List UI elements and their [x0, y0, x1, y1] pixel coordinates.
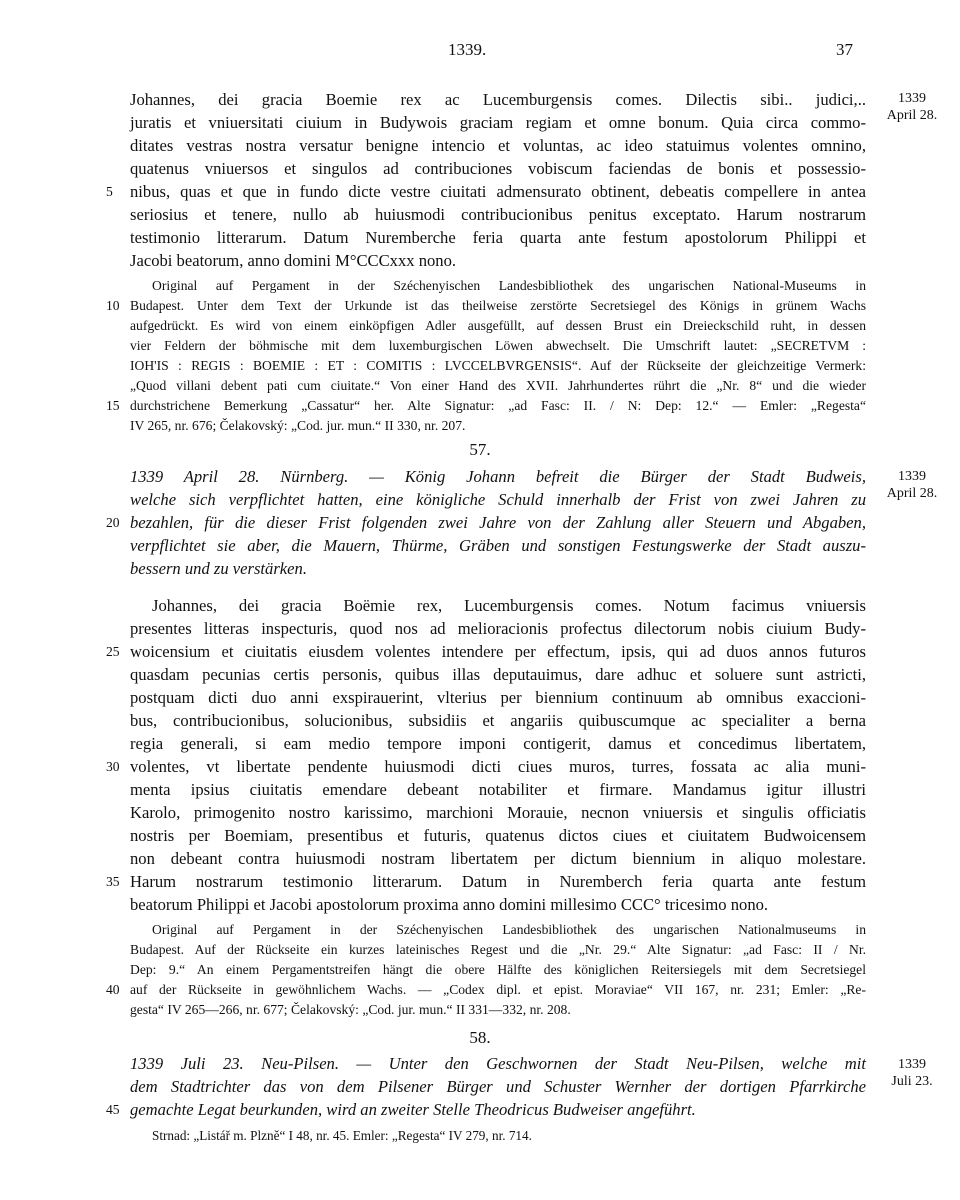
doc57-line-14: beatorum Philippi et Jacobi apostolorum proxima anno domini millesimo CCC° tricesimo nono.: [130, 895, 769, 914]
doc56-note-3: aufgedrückt. Es wird von einem einköpfigen Adler ausgefüllt, auf dessen Brust ein Dreieckschild ruht, in dessen: [130, 318, 866, 333]
line-number: 35: [106, 874, 120, 889]
doc57-summary-5: bessern und zu verstärken.: [130, 559, 307, 578]
doc57-number: 57.: [469, 440, 491, 459]
doc57-line-2: presentes litteras inspecturis, quod nos ad melioracionis profectus dilectorum nobis ciuium Budy-: [130, 619, 866, 638]
doc57-note-3: Dep: 9.“ An einem Pergamentstreifen hängt die obere Hälfte des königlichen Reitersiegels mit dem Secretsiegel: [130, 962, 866, 977]
margin-day: Juli 23.: [891, 1074, 933, 1089]
doc57-line-4: quasdam pecunias certis personis, quibus illas deputauimus, dare adhuc et soluere sunt astricti,: [130, 665, 866, 684]
line-number: 15: [106, 398, 120, 413]
margin-year: 1339: [898, 469, 926, 484]
doc57-note-1: Original auf Pergament in der Széchenyischen Landesbibliothek des ungarischen Nationalmuseums in: [152, 922, 866, 937]
doc56-line-4: quatenus vniuersos et singulos ad contribuciones vobiscum faciendas de bonis et possessio-: [130, 159, 866, 178]
margin-day: April 28.: [886, 486, 938, 501]
doc56-note-8: IV 265, nr. 676; Čelakovský: „Cod. jur. mun.“ II 330, nr. 207.: [130, 418, 466, 433]
doc56-line-2: juratis et vniuersitati ciuium in Budywois graciam regiam et omne bonum. Quia circa commo-: [130, 113, 866, 132]
page-number: 37: [836, 40, 853, 59]
doc56-note-6: „Quod villani debent pati cum ciuitate.“ Von einer Hand des XVII. Jahrhundertes rührt die „Nr. 8“ und die wieder: [130, 378, 866, 393]
doc57-summary-1: 1339 April 28. Nürnberg. — König Johann befreit die Bürger der Stadt Budweis,: [130, 467, 866, 486]
doc56-note-2: Budapest. Unter dem Text der Urkunde ist das theilweise zerstörte Secretsiegel des Königs in grünem Wachs: [130, 298, 866, 313]
doc58-summary-3: gemachte Legat beurkunden, wird an zweiter Stelle Theodricus Budweiser angeführt.: [130, 1100, 696, 1119]
margin-day: April 28.: [886, 108, 938, 123]
page-header: [0, 40, 960, 64]
doc57-line-5: postquam dicti duo anni exspirauerint, vlterius per biennium continuum ab omnibus exaccioni-: [130, 688, 866, 707]
running-header-year: 1339.: [448, 40, 487, 59]
line-number: 30: [106, 759, 120, 774]
margin-date-57: [880, 468, 944, 502]
doc56-line-8: Jacobi beatorum, anno domini M°CCCxxx nono.: [130, 251, 457, 270]
doc57-line-3: woicensium et ciuitatis eiusdem volentes intendere per effectum, ipsis, qui ad duos annos futuros: [130, 642, 866, 661]
margin-date-58: [880, 1056, 944, 1090]
doc56-note-1: Original auf Pergament in der Széchenyischen Landesbibliothek des ungarischen National-Museums in: [152, 278, 866, 293]
doc57-line-1: Johannes, dei gracia Boëmie rex, Lucemburgensis comes. Notum facimus vniuersis: [152, 596, 866, 615]
doc58-summary-1: 1339 Juli 23. Neu-Pilsen. — Unter den Geschwornen der Stadt Neu-Pilsen, welche mit: [130, 1054, 866, 1073]
doc56-note-4: vier Feldern der böhmische mit dem luxemburgischen Löwen abwechselt. Die Umschrift lautet: „SECRETVM :: [130, 338, 866, 353]
line-number: 5: [106, 184, 113, 199]
doc57-summary-2: welche sich verpflichtet hatten, eine königliche Schuld innerhalb der Frist von zwei Jahren zu: [130, 490, 866, 509]
line-number: 20: [106, 515, 120, 530]
doc56-note-7: durchstrichene Bemerkung „Cassatur“ her. Alte Signatur: „ad Fasc: II. / N: Dep: 12.“ — Emler: „Regesta“: [130, 398, 866, 413]
doc57-line-12: non debeant contra huiusmodi nostram libertatem per dictum biennium in aliquo molestare.: [130, 849, 866, 868]
margin-date-56: [880, 90, 944, 124]
doc58-references: Strnad: „Listář m. Plzně“ I 48, nr. 45. Emler: „Regesta“ IV 279, nr. 714.: [152, 1128, 532, 1143]
line-number: 10: [106, 298, 120, 313]
doc57-note-5: gesta“ IV 265—266, nr. 677; Čelakovský: „Cod. jur. mun.“ II 331—332, nr. 208.: [130, 1002, 571, 1017]
doc57-line-6: bus, contribucionibus, solucionibus, subsidiis et angariis quibuscumque ac specialiter a berna: [130, 711, 866, 730]
doc56-line-7: testimonio litterarum. Datum Nuremberche feria quarta ante festum apostolorum Philippi et: [130, 228, 866, 247]
doc58-number: 58.: [469, 1028, 491, 1047]
line-number: 45: [106, 1102, 120, 1117]
doc57-line-10: Karolo, primogenito nostro karissimo, marchioni Morauie, necnon vniuersis et singulis officiatis: [130, 803, 866, 822]
doc57-line-13: Harum nostrarum testimonio litterarum. Datum in Nuremberch feria quarta ante festum: [130, 872, 866, 891]
doc57-line-11: nostris per Boemiam, presentibus et futuris, quatenus dictos ciues et ciuitatem Budwoicensem: [130, 826, 866, 845]
doc56-line-5: nibus, quas et que in fundo dicte vestre ciuitati admensurato obtinent, debeatis compellere in antea: [130, 182, 866, 201]
margin-year: 1339: [898, 91, 926, 106]
margin-year: 1339: [898, 1057, 926, 1072]
doc56-line-3: ditates vestras nostra versatur benigne intencio et voluntas, ac ideo statuimus volentes omnino,: [130, 136, 866, 155]
doc56-note-5: IOH'IS : REGIS : BOEMIE : ET : COMITIS : LVCCELBVRGENSIS“. Auf der Rückseite der gleichzeitige Vermerk:: [130, 358, 866, 373]
doc57-summary-4: verpflichtet sie aber, die Mauern, Thürme, Gräben und sonstigen Festungswerke der Stadt auszu-: [130, 536, 866, 555]
doc56-line-6: seriosius et tenere, nullo ab huiusmodi contribucionibus penitus exceptato. Harum nostrarum: [130, 205, 866, 224]
line-number: 40: [106, 982, 120, 997]
doc58-summary-2: dem Stadtrichter das von dem Pilsener Bürger und Schuster Wernher der dortigen Pfarrkirche: [130, 1077, 866, 1096]
doc56-line-1: Johannes, dei gracia Boemie rex ac Lucemburgensis comes. Dilectis sibi.. judici,..: [130, 90, 866, 109]
doc57-line-7: regia generali, si eam medio tempore imponi contigerit, damus et concedimus libertatem,: [130, 734, 866, 753]
line-number: 25: [106, 644, 120, 659]
doc57-note-2: Budapest. Auf der Rückseite ein kurzes lateinisches Regest und die „Nr. 29.“ Alte Signatur: „ad Fasc: II / Nr.: [130, 942, 866, 957]
doc57-note-4: auf der Rückseite in gewöhnlichem Wachs. — „Codex dipl. et epist. Moraviae“ VII 167, nr. 231; Emler: „Re-: [130, 982, 866, 997]
doc57-line-8: volentes, vt libertate pendente huiusmodi dicti ciues muros, turres, fossata ac alia muni-: [130, 757, 866, 776]
doc57-summary-3: bezahlen, für die dieser Frist folgenden zwei Jahre von der Zahlung aller Steuern und Abgaben,: [130, 513, 866, 532]
doc57-line-9: menta ipsius ciuitatis emendare debeant notabiliter et firmare. Mandamus igitur illustri: [130, 780, 866, 799]
